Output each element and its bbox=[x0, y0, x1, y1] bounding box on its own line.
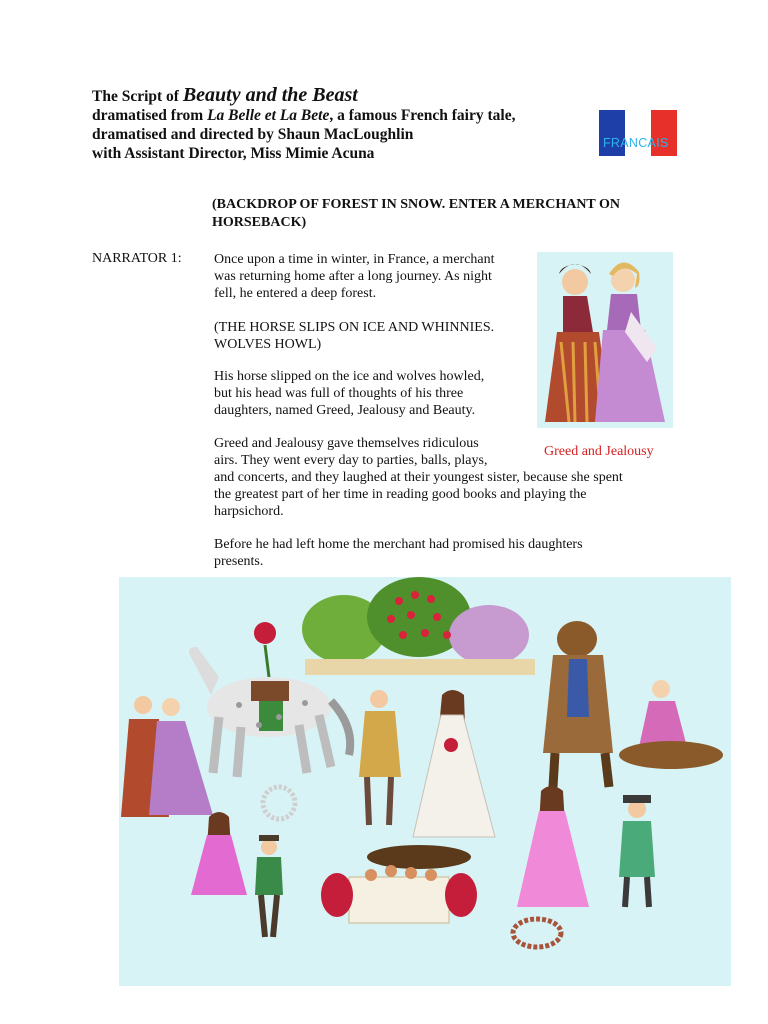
beauty-illustration bbox=[517, 786, 589, 907]
title-line: The Script of Beauty and the Beast bbox=[92, 84, 358, 106]
side-image-caption: Greed and Jealousy bbox=[544, 444, 654, 459]
director-line: dramatised and directed by Shaun MacLoughlin bbox=[92, 126, 414, 143]
characters-illustration bbox=[119, 577, 731, 986]
play-title: Beauty and the Beast bbox=[182, 84, 358, 106]
speaker-label: NARRATOR 1: bbox=[92, 251, 182, 266]
girl-in-pink-illustration bbox=[191, 812, 247, 895]
assistant-director-line: with Assistant Director, Miss Mimie Acuna bbox=[92, 145, 375, 162]
narration-paragraph-4: Before he had left home the merchant had promised his daughters presents. bbox=[214, 537, 583, 569]
beast-illustration bbox=[543, 621, 613, 787]
man-with-hat-illustration bbox=[619, 795, 655, 907]
sisters-illustration bbox=[121, 696, 213, 817]
greed-and-jealousy-illustration bbox=[537, 252, 673, 428]
servant-illustration bbox=[255, 835, 283, 937]
bride-illustration bbox=[413, 690, 495, 837]
narration-paragraph-3: Greed and Jealousy gave themselves ridiculous airs. They went every day to parties, balls, plays, and concerts, and they laughed at their youngest sister, because she spent the greatest part of her time in reading good books and playing the harpsichord. bbox=[214, 436, 623, 519]
rose-garden-illustration bbox=[302, 577, 535, 675]
narration-paragraph-2: His horse slipped on the ice and wolves howled, but his head was full of thoughts of his three daughters, named Greed, Jealousy and Beauty. bbox=[214, 369, 485, 418]
source-title: La Belle et La Bete bbox=[207, 107, 330, 124]
stage-direction: (BACKDROP OF FOREST IN SNOW. ENTER A MERCHANT ON HORSEBACK) bbox=[212, 197, 621, 230]
merchant-illustration bbox=[359, 690, 401, 825]
beauty-and-dying-beast-illustration bbox=[619, 680, 723, 769]
french-flag-icon bbox=[599, 110, 677, 156]
flag-label: FRANCAIS bbox=[603, 136, 669, 150]
source-line: dramatised from La Belle et La Bete, a famous French fairy tale, bbox=[92, 107, 516, 124]
document-header bbox=[92, 86, 592, 163]
stage-direction-2: (THE HORSE SLIPS ON ICE AND WHINNIES. WOLVES HOWL) bbox=[214, 320, 495, 352]
banquet-table-illustration bbox=[321, 865, 477, 923]
narration-paragraph-1: Once upon a time in winter, in France, a merchant was returning home after a long journey. As night fell, he entered a deep forest. bbox=[214, 252, 495, 301]
